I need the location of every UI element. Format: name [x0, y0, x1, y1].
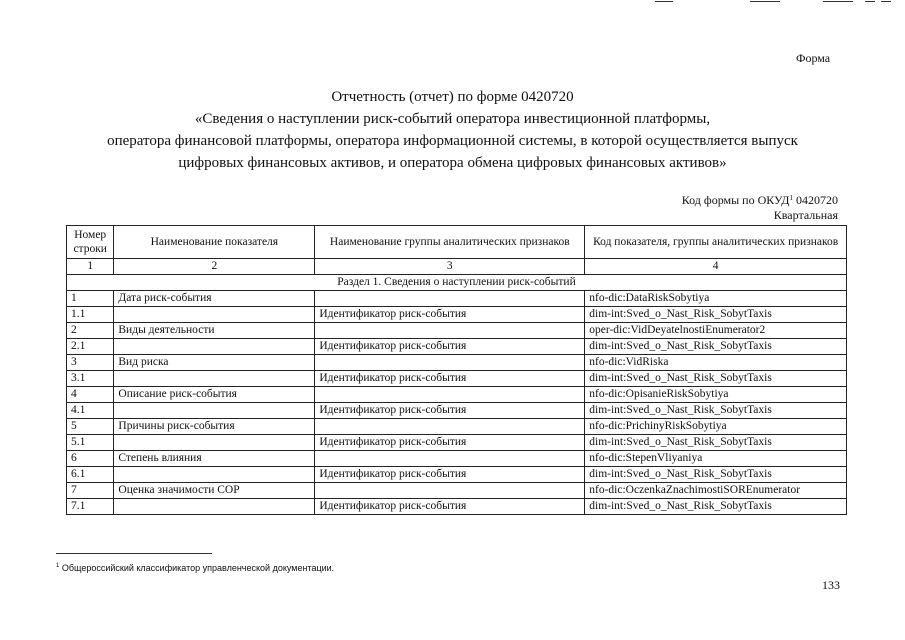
row-number-cell: 2.1 [67, 339, 114, 355]
report-table [66, 225, 847, 515]
section-title: Раздел 1. Сведения о наступлении риск-событий [67, 275, 847, 291]
code-cell: dim-int:Sved_o_Nast_Risk_SobytTaxis [585, 499, 847, 515]
table-row [67, 435, 847, 451]
group-name-cell: Идентификатор риск-события [315, 339, 585, 355]
group-name-cell: Идентификатор риск-события [315, 499, 585, 515]
table-row [67, 355, 847, 371]
code-cell: nfo-dic:OczenkaZnachimostiSOREnumerator [585, 483, 847, 499]
table-row [67, 451, 847, 467]
group-name-cell [315, 291, 585, 307]
okud-block [682, 193, 838, 223]
row-number-cell: 5 [67, 419, 114, 435]
table-row [67, 339, 847, 355]
code-cell: dim-int:Sved_o_Nast_Risk_SobytTaxis [585, 371, 847, 387]
header-row [67, 226, 847, 259]
group-name-cell: Идентификатор риск-события [315, 371, 585, 387]
indicator-name-cell: Оценка значимости СОР [114, 483, 315, 499]
group-name-cell: Идентификатор риск-события [315, 435, 585, 451]
title-line-3: оператора финансовой платформы, оператора информационной системы, в которой осуществляется выпуск [107, 133, 798, 149]
table-row [67, 483, 847, 499]
table-row [67, 371, 847, 387]
row-number-cell: 7 [67, 483, 114, 499]
indicator-name-cell: Вид риска [114, 355, 315, 371]
row-number-cell: 4.1 [67, 403, 114, 419]
table-row [67, 403, 847, 419]
code-cell: dim-int:Sved_o_Nast_Risk_SobytTaxis [585, 307, 847, 323]
row-number-cell: 3 [67, 355, 114, 371]
indicator-name-cell: Дата риск-события [114, 291, 315, 307]
indicator-name-cell [114, 403, 315, 419]
group-name-cell [315, 419, 585, 435]
page-number: 133 [822, 578, 840, 592]
group-name-cell: Идентификатор риск-события [315, 403, 585, 419]
table-row [67, 323, 847, 339]
code-cell: dim-int:Sved_o_Nast_Risk_SobytTaxis [585, 403, 847, 419]
row-number-cell: 5.1 [67, 435, 114, 451]
form-label: Форма [796, 51, 831, 65]
group-name-cell: Идентификатор риск-события [315, 307, 585, 323]
title-line-4: цифровых финансовых активов, и оператора обмена цифровых финансовых активов» [178, 155, 727, 171]
group-name-cell: Идентификатор риск-события [315, 467, 585, 483]
column-number: 3 [315, 259, 585, 275]
code-cell: nfo-dic:StepenVliyaniya [585, 451, 847, 467]
section-row [67, 275, 847, 291]
group-name-cell [315, 323, 585, 339]
indicator-name-cell [114, 467, 315, 483]
row-number-cell: 2 [67, 323, 114, 339]
row-number-cell: 7.1 [67, 499, 114, 515]
header-indicator-name: Наименование показателя [114, 226, 315, 259]
indicator-name-cell: Причины риск-события [114, 419, 315, 435]
table-row [67, 307, 847, 323]
table-row [67, 499, 847, 515]
row-number-cell: 4 [67, 387, 114, 403]
indicator-name-cell: Описание риск-события [114, 387, 315, 403]
group-name-cell [315, 387, 585, 403]
code-cell: dim-int:Sved_o_Nast_Risk_SobytTaxis [585, 467, 847, 483]
indicator-name-cell [114, 435, 315, 451]
row-number-cell: 3.1 [67, 371, 114, 387]
header-row-number: Номер строки [67, 226, 114, 259]
title-line-1: Отчетность (отчет) по форме 0420720 [331, 89, 574, 105]
table-row [67, 419, 847, 435]
table-row [67, 467, 847, 483]
header-code: Код показателя, группы аналитических признаков [585, 226, 847, 259]
code-cell: nfo-dic:PrichinyRiskSobytiya [585, 419, 847, 435]
column-number-row [67, 259, 847, 275]
footnote-divider [56, 553, 212, 554]
indicator-name-cell: Виды деятельности [114, 323, 315, 339]
indicator-name-cell [114, 499, 315, 515]
row-number-cell: 1 [67, 291, 114, 307]
group-name-cell [315, 483, 585, 499]
column-number: 2 [114, 259, 315, 275]
code-cell: nfo-dic:DataRiskSobytiya [585, 291, 847, 307]
okud-footnote-mark: 1 [789, 194, 793, 202]
table-row [67, 387, 847, 403]
code-cell: nfo-dic:VidRiska [585, 355, 847, 371]
column-number: 4 [585, 259, 847, 275]
group-name-cell [315, 451, 585, 467]
indicator-name-cell [114, 339, 315, 355]
okud-periodicity: Квартальная [773, 208, 838, 222]
okud-code-line [682, 193, 838, 208]
column-number: 1 [67, 259, 114, 275]
indicator-name-cell [114, 307, 315, 323]
row-number-cell: 1.1 [67, 307, 114, 323]
title-line-2: «Сведения о наступлении риск-событий оператора инвестиционной платформы, [194, 111, 711, 127]
indicator-name-cell [114, 371, 315, 387]
group-name-cell [315, 355, 585, 371]
table-row [67, 291, 847, 307]
indicator-name-cell: Степень влияния [114, 451, 315, 467]
code-cell: oper-dic:VidDeyatelnostiEnumerator2 [585, 323, 847, 339]
okud-code: 0420720 [796, 193, 838, 207]
footnote-mark: 1 [56, 563, 60, 569]
header-group-name: Наименование группы аналитических признаков [315, 226, 585, 259]
code-cell: dim-int:Sved_o_Nast_Risk_SobytTaxis [585, 435, 847, 451]
code-cell: dim-int:Sved_o_Nast_Risk_SobytTaxis [585, 339, 847, 355]
code-cell: nfo-dic:OpisanieRiskSobytiya [585, 387, 847, 403]
okud-prefix: Код формы по ОКУД [681, 193, 790, 207]
footnote-text: Общероссийский классификатор управленческой документации. [61, 563, 335, 573]
document-title [40, 86, 865, 174]
row-number-cell: 6 [67, 451, 114, 467]
scan-marks [655, 0, 895, 4]
footnote [56, 563, 334, 573]
row-number-cell: 6.1 [67, 467, 114, 483]
